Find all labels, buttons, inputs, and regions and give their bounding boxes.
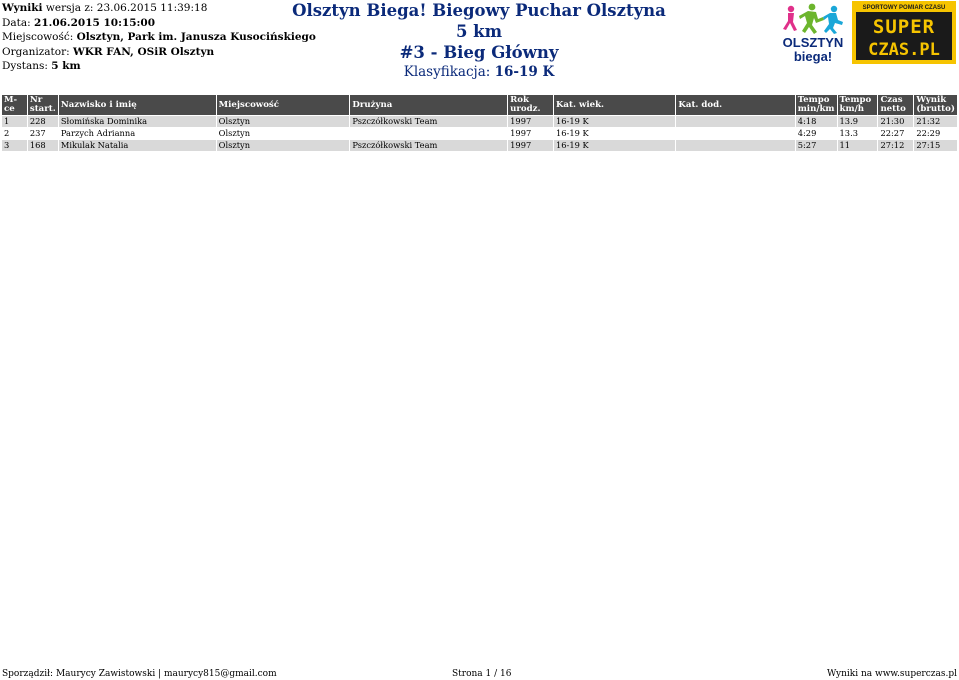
organizer-line [2,45,316,60]
organizer-label: Organizator: [2,45,70,58]
race-title-line2: #3 - Bieg Główny [399,43,559,62]
cell-place: 2 [2,128,27,139]
cell-birth-year: 1997 [508,140,553,151]
cell-name: Słomińska Dominika [59,116,216,127]
superczas-line2: CZAS.PL [868,40,940,60]
version-label: Wyniki [2,2,43,14]
place-value: Olsztyn, Park im. Janusza Kusocińskiego [76,31,316,44]
cell-extra-category [676,116,794,127]
date-label: Data: [2,16,31,29]
cell-name: Mikulak Natalia [59,140,216,151]
cell-gross-result: 27:15 [914,140,957,151]
cell-name: Parzych Adrianna [59,128,216,139]
header-gross-result[interactable]: Wynik (brutto) [914,95,957,115]
footer-author: Sporządził: Maurycy Zawistowski | maurycy815@gmail.com [2,669,277,679]
header-team[interactable]: Drużyna [350,95,507,115]
race-title [290,0,668,81]
date-line [2,16,316,31]
cell-team: Pszczółkowski Team [350,140,507,151]
table-row [2,116,957,127]
race-title-line1: Olsztyn Biega! Biegowy Puchar Olsztyna 5 km [292,1,666,41]
header-extra-category[interactable]: Kat. dod. [676,95,794,115]
cell-place: 1 [2,116,27,127]
cell-net-time: 22:27 [878,128,913,139]
distance-label: Dystans: [2,60,48,73]
version-line [2,1,316,16]
header-pace-km-h[interactable]: Tempo km/h [838,95,878,115]
cell-extra-category [676,140,794,151]
cell-net-time: 27:12 [878,140,913,151]
results-table [1,94,958,152]
cell-age-category: 16-19 K [554,116,675,127]
distance-value: 5 km [51,60,81,73]
cell-bib: 168 [28,140,58,151]
cell-pace-km-h: 11 [838,140,878,151]
table-row [2,140,957,151]
cell-extra-category [676,128,794,139]
header-city[interactable]: Miejscowość [217,95,350,115]
superczas-tagline: SPORTOWY POMIAR CZASU [862,5,946,11]
classification-label: Klasyfikacja: [403,64,491,80]
header-net-time[interactable]: Czas netto [878,95,913,115]
cell-team: Pszczółkowski Team [350,116,507,127]
version-text: wersja z: 23.06.2015 11:39:18 [45,2,208,14]
cell-city: Olsztyn [217,116,350,127]
place-label: Miejscowość: [2,31,74,44]
cell-net-time: 21:30 [878,116,913,127]
cell-gross-result: 22:29 [914,128,957,139]
footer-page-number: Strona 1 / 16 [452,669,512,679]
classification [290,63,668,81]
header-bib[interactable]: Nr start. [28,95,58,115]
place-line [2,30,316,45]
header-age-category[interactable]: Kat. wiek. [554,95,675,115]
superczas-line1: SUPER [872,16,936,38]
cell-city: Olsztyn [217,128,350,139]
footer-website[interactable]: Wyniki na www.superczas.pl [826,669,957,679]
superczas-logo [852,1,956,64]
header-birth-year[interactable]: Rok urodz. [508,95,553,115]
biega-logo-text: biega! [793,49,833,64]
cell-city: Olsztyn [217,140,350,151]
table-header-row [2,95,957,115]
cell-pace-km-h: 13.3 [838,128,878,139]
cell-pace-min-km: 5:27 [796,140,837,151]
cell-pace-min-km: 4:18 [796,116,837,127]
cell-bib: 228 [28,116,58,127]
table-row [2,128,957,139]
cell-age-category: 16-19 K [554,140,675,151]
runners-icon [783,4,843,34]
header-place[interactable]: M-ce [2,95,27,115]
cell-birth-year: 1997 [508,128,553,139]
cell-gross-result: 21:32 [914,116,957,127]
classification-value: 16-19 K [494,64,555,80]
event-meta [2,1,316,74]
cell-pace-km-h: 13.9 [838,116,878,127]
olsztyn-logo-text: OLSZTYN [782,35,844,50]
olsztyn-biega-logo [778,2,848,64]
header-name[interactable]: Nazwisko i imię [59,95,216,115]
organizer-value: WKR FAN, OSiR Olsztyn [72,45,215,58]
date-value: 21.06.2015 10:15:00 [34,16,156,29]
cell-pace-min-km: 4:29 [796,128,837,139]
cell-age-category: 16-19 K [554,128,675,139]
cell-place: 3 [2,140,27,151]
cell-team [350,128,507,139]
header-pace-min-km[interactable]: Tempo min/km [797,95,835,114]
cell-birth-year: 1997 [508,116,553,127]
distance-line [2,59,316,74]
cell-bib: 237 [28,128,58,139]
